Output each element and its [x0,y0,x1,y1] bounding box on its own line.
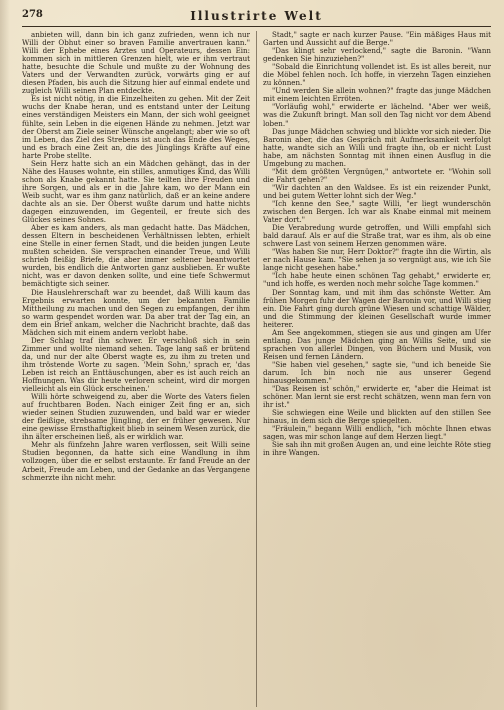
right-column-paragraph: Der Sonntag kam, und mit ihm das schönste Wetter. Am frühen Morgen fuhr der Wagen der Baronin vor, und Willi stieg ein. Die Fahrt ging durch grüne Wiesen und schattige Wälder, und die Stimmung der kleinen Gesellschaft wurde immer heiterer. [263,287,491,329]
left-column [22,31,250,707]
left-column-paragraph: Mehr als fünfzehn Jahre waren verflossen, seit Willi seine Studien begonnen, da hatte sich eine Wandlung in ihm vollzogen, über die er selbst erstaunte. Er fand Freude an der Arbeit, Freude am Leben, und der Gedanke an das Vergangene schmerzte ihn nicht mehr. [22,440,250,482]
right-column-paragraph: "Ich habe heute einen schönen Tag gehabt," erwiderte er, "und ich hoffe, es werden noch mehr solche Tage kommen." [263,271,491,289]
right-column [263,31,491,707]
right-column-paragraph: "Mit dem größten Vergnügen," antwortete er. "Wohin soll die Fahrt gehen?" [263,166,491,184]
right-column-paragraph: "Sie haben viel gesehen," sagte sie, "und ich beneide Sie darum. Ich bin noch nie aus unserer Gegend hinausgekommen." [263,359,491,386]
right-column-paragraph: Sie sah ihn mit großen Augen an, und eine leichte Röte stieg in ihre Wangen. [263,440,491,458]
right-column-paragraph: Sie schwiegen eine Weile und blickten auf den stillen See hinaus, in dem sich die Berge spiegelten. [263,408,491,426]
right-column-paragraph: Stadt," sagte er nach kurzer Pause. "Ein mäßiges Haus mit Garten und Aussicht auf die Berge." [263,31,491,48]
right-column-paragraph: "Fräulein," begann Willi endlich, "ich möchte Ihnen etwas sagen, was mir schon lange auf dem Herzen liegt." [263,424,491,442]
column-rule [256,31,257,707]
left-column-paragraph: Aber es kam anders, als man gedacht hatte. Das Mädchen, dessen Eltern in bescheidenen Verhältnissen lebten, erhielt eine Stelle in einer fernen Stadt, und die beiden jungen Leute mußten scheiden. Sie versprachen einander Treue, und Willi schrieb fleißig Briefe, die aber immer seltener beantwortet wurden, bis endlich die Antworten ganz ausblieben. Er wußte nicht, was er davon denken sollte, und eine tiefe Schwermut bemächtigte sich seiner. [22,223,250,289]
page-number: 278 [22,9,43,20]
right-column-paragraph: "Was haben Sie nur, Herr Doktor?" fragte ihn die Wirtin, als er nach Hause kam. "Sie sehen ja so vergnügt aus, wie ich Sie lange nicht gesehen habe." [263,247,491,273]
right-column-paragraph: Die Verabredung wurde getroffen, und Willi empfahl sich bald darauf. Als er auf die Straße trat, war es ihm, als ob eine schwere Last von seinem Herzen genommen wäre. [263,223,491,249]
left-column-paragraph: Sein Herz hatte sich an ein Mädchen gehängt, das in der Nähe des Hauses wohnte, ein stilles, anmutiges Kind, das Willi schon als Knabe gekannt hatte. Sie teilten ihre Freuden und ihre Sorgen, und als er in die Jahre kam, wo der Mann ein Weib sucht, war es ihm ganz natürlich, daß er an keine andere dachte als an sie. Der Oberst wußte darum und hatte nichts dagegen einzuwenden, im Gegenteil, er freute sich des Glückes seines Sohnes. [22,158,250,225]
right-column-paragraph: Das junge Mädchen schwieg und blickte vor sich nieder. Die Baronin aber, die das Gespräch mit Aufmerksamkeit verfolgt hatte, wandte sich an Willi und fragte ihn, ob er nicht Lust habe, am nächsten Sonntag mit ihnen einen Ausflug in die Umgebung zu machen. [263,126,491,168]
left-column-paragraph: Der Schlag traf ihn schwer. Er verschloß sich in sein Zimmer und wollte niemand sehen. Tage lang saß er brütend da, und nur der alte Oberst wagte es, zu ihm zu treten und ihm tröstende Worte zu sagen. 'Mein Sohn,' sprach er, 'das Leben ist reich an Enttäuschungen, aber es ist auch reich an Hoffnungen. Was dir heute verloren scheint, wird dir morgen vielleicht als ein Glück erscheinen.' [22,335,250,394]
right-column-paragraph: "Sobald die Einrichtung vollendet ist. Es ist alles bereit, nur die Möbel fehlen noch. Ich hoffe, in vierzehn Tagen einziehen zu können." [263,62,491,88]
article-columns [22,31,491,707]
right-column-paragraph: "Das klingt sehr verlockend," sagte die Baronin. "Wann gedenken Sie hinzuziehen?" [263,46,491,64]
masthead-title: Illustrirte Welt [190,9,323,23]
left-column-paragraph: Es ist nicht nötig, in die Einzelheiten zu gehen. Mit der Zeit wuchs der Knabe heran, und es entstand unter der Leitung eines verständigen Meisters ein Mann, der sich wohl geeignet fühlte, sein Leben in die eigenen Hände zu nehmen. Jetzt war der Oberst am Ziele seiner Wünsche angelangt; aber wie so oft im Leben, das Ziel des Strebens ist auch das Ende des Weges, und es brach eine Zeit an, die des Jünglings Kräfte auf eine harte Probe stellte. [22,94,250,160]
running-head [22,6,491,27]
right-column-paragraph: "Das Reisen ist schön," erwiderte er, "aber die Heimat ist schöner. Man lernt sie erst recht schätzen, wenn man fern von ihr ist." [263,384,491,410]
right-column-paragraph: Am See angekommen, stiegen sie aus und gingen am Ufer entlang. Das junge Mädchen ging an Willis Seite, und sie sprachen von allerlei Dingen, von Büchern und Musik, von Reisen und fernen Ländern. [263,327,491,361]
right-column-paragraph: "Und werden Sie allein wohnen?" fragte das junge Mädchen mit einem leichten Erröten. [263,86,491,104]
right-column-paragraph: "Wir dachten an den Waldsee. Es ist ein reizender Punkt, und bei gutem Wetter lohnt sich der Weg." [263,182,491,200]
left-column-paragraph: Die Hauslehrerschaft war zu beendet, daß Willi kaum das Ergebnis erwarten konnte, um der bekannten Familie Mittheilung zu machen und den Segen zu empfangen, der ihm so warm gespendet worden war. Da aber trat der Tag ein, an dem ein Brief ankam, welcher die Nachricht brachte, daß das Mädchen sich mit einem andern verlobt habe. [22,287,250,337]
right-column-paragraph: "Vorläufig wohl," erwiderte er lächelnd. "Aber wer weiß, was die Zukunft bringt. Man soll den Tag nicht vor dem Abend loben." [263,102,491,128]
left-column-paragraph: Willi hörte schweigend zu, aber die Worte des Vaters fielen auf fruchtbaren Boden. Nach einiger Zeit fing er an, sich wieder seinen Studien zuzuwenden, und bald war er wieder der fleißige, strebsame Jüngling, der er früher gewesen. Nur eine gewisse Ernsthaftigkeit blieb in seinem Wesen zurück, die ihn älter erscheinen ließ, als er wirklich war. [22,392,250,442]
right-column-paragraph: "Ich kenne den See," sagte Willi, "er liegt wunderschön zwischen den Bergen. Ich war als Knabe einmal mit meinem Vater dort." [263,198,491,225]
left-column-paragraph: anbieten will, dann bin ich ganz zufrieden, wenn ich nur Willi der Obhut einer so braven Familie anvertrauen kann." Willi der Ephebe eines Arztes und Operateurs, dessen Ein: kommen sich in mittleren Grenzen hielt, wie er ihm vertraut hatte, besuchte die Schule und mußte zu der Wohnung des Vaters und der Verwandten zurück, vorwärts ging er auf diesen Pfaden, bis auch die Sitzung hier auf einmal endete und zugleich Willi seinen Plan entdeckte. [22,31,250,96]
